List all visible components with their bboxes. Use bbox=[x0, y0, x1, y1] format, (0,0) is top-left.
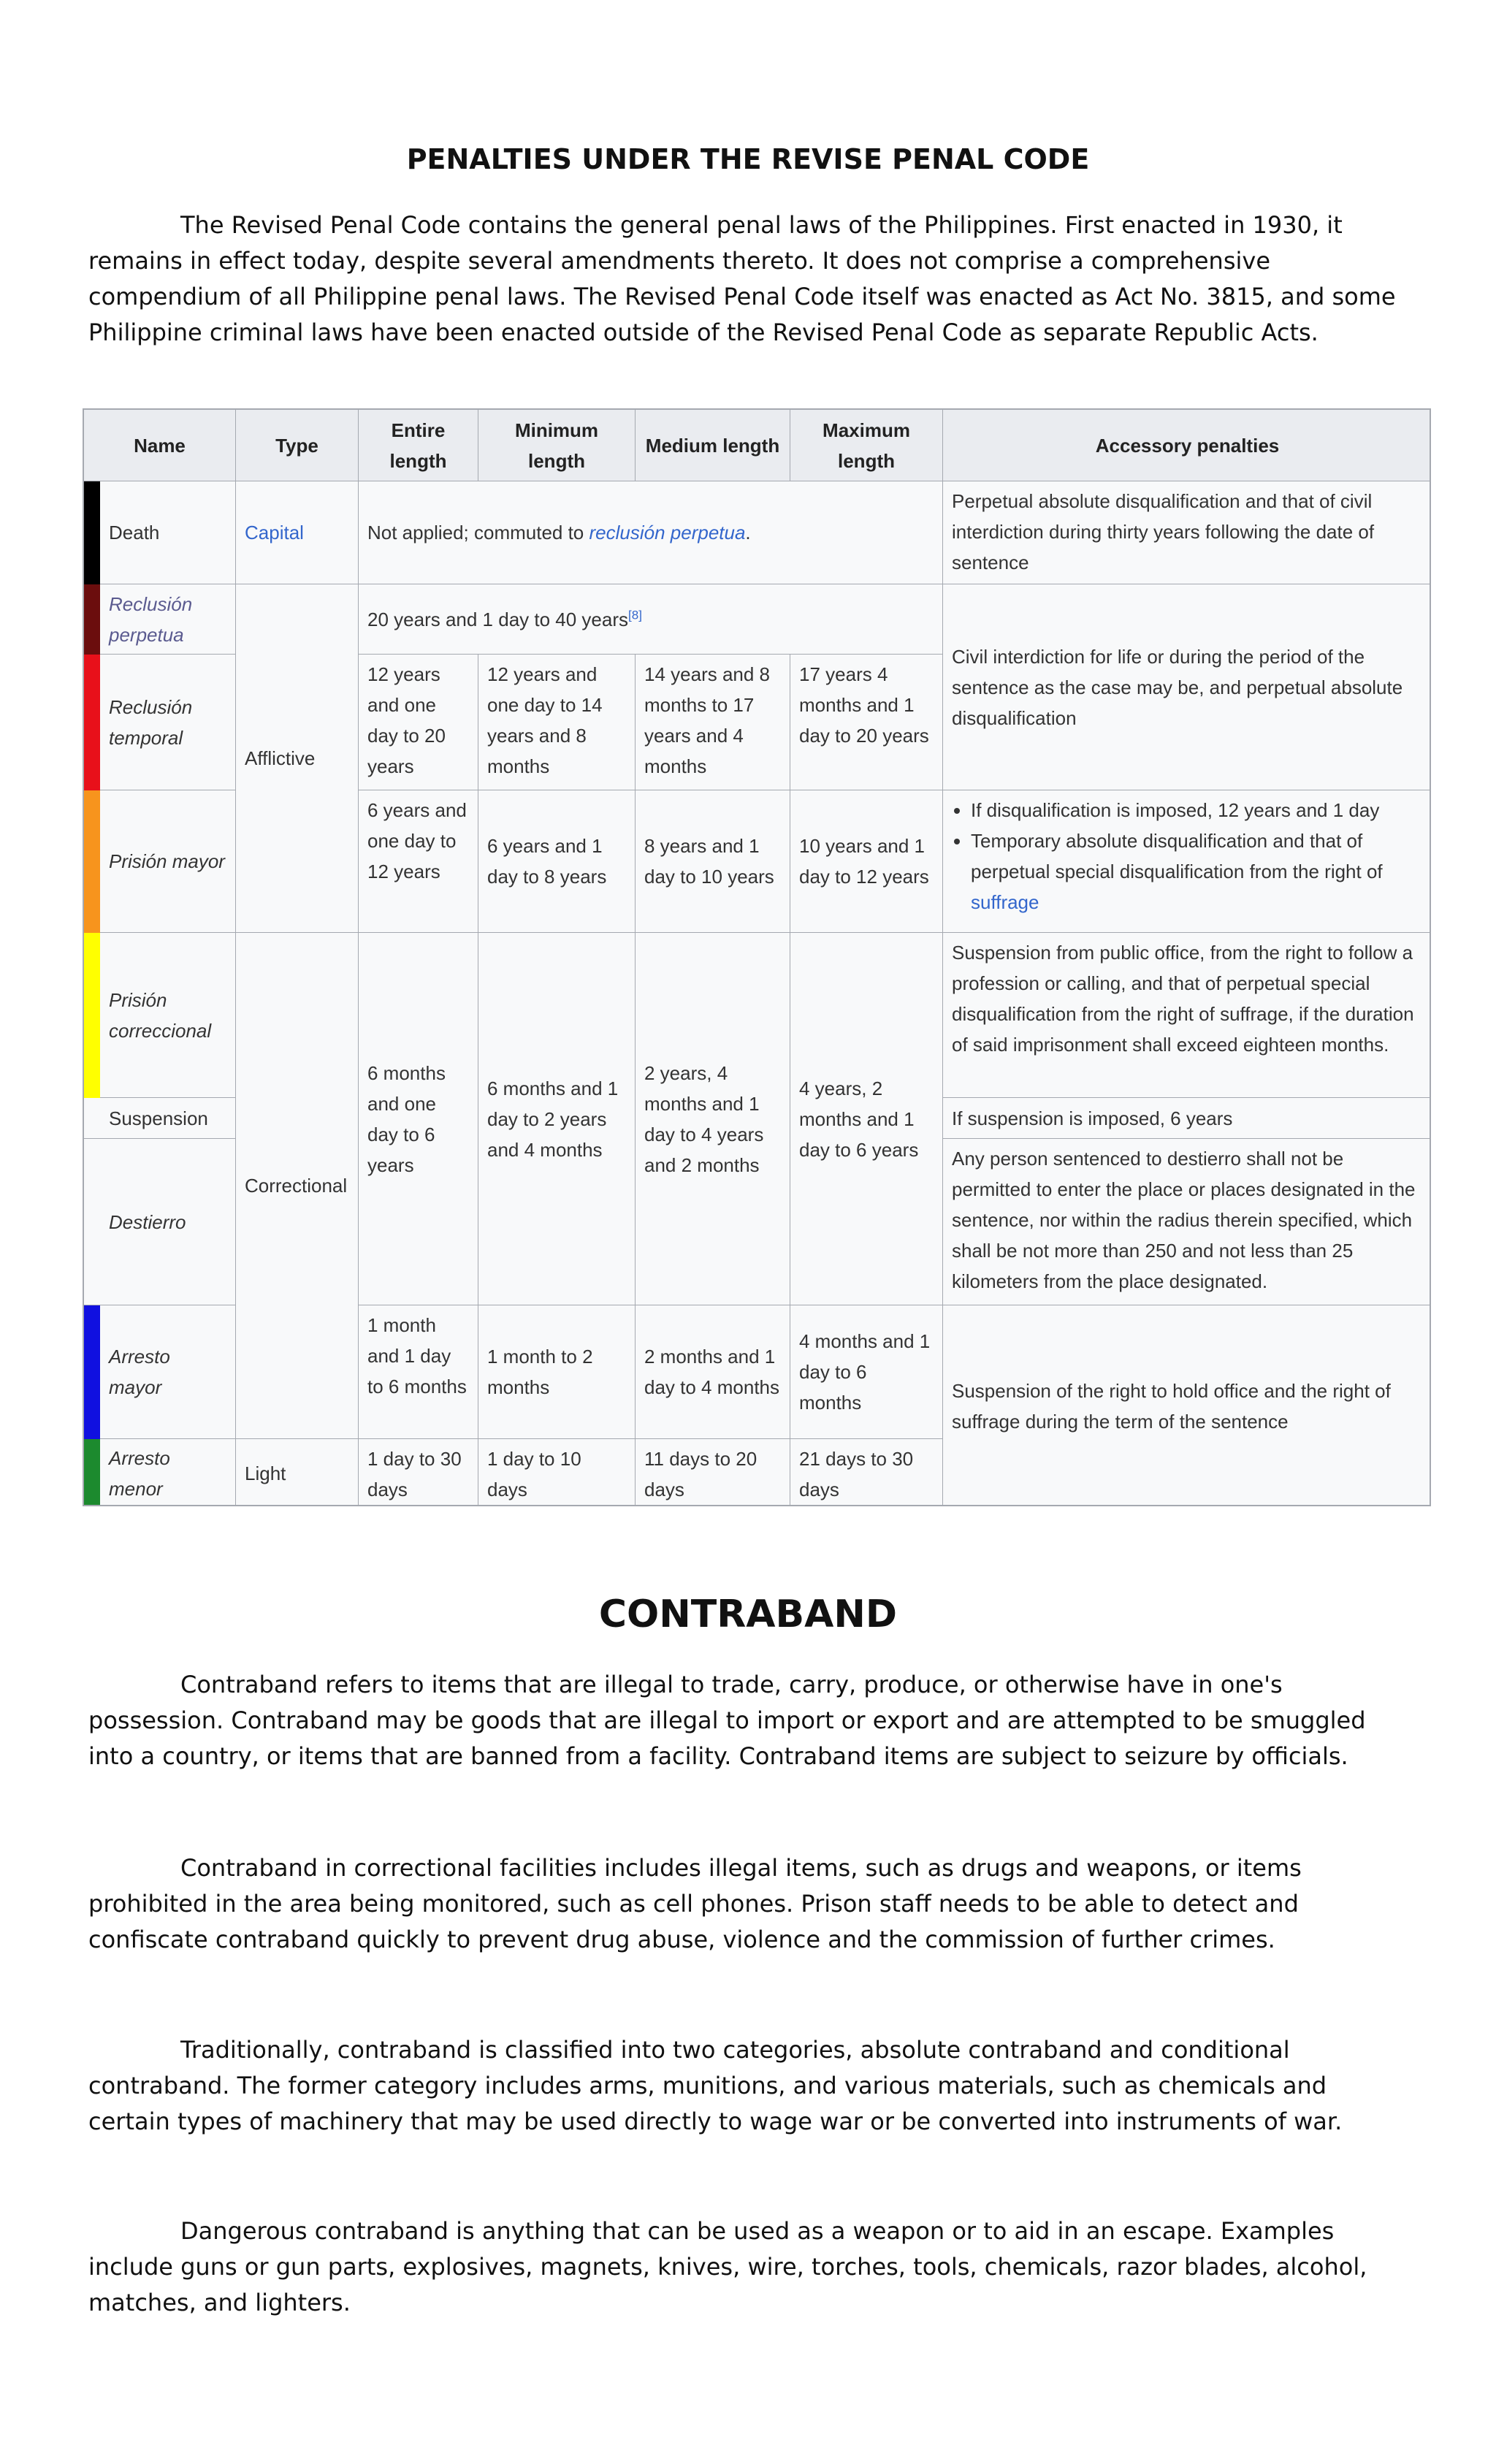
color-bar-reclusion-perpetua bbox=[84, 584, 100, 655]
contraband-paragraph-4: Dangerous contraband is anything that can be used as a weapon or to aid in an escape. Examples include guns or gun parts, explosives, magnets, knives, wire, torches, tools, chemicals, razor blades, alcohol, matches, and lighters. bbox=[88, 2217, 1367, 2316]
arresto-mayor-minimum: 1 month to 2 months bbox=[478, 1305, 636, 1439]
arresto-mayor-medium: 2 months and 1 day to 4 months bbox=[636, 1305, 790, 1439]
destierro-name: Destierro bbox=[84, 1139, 236, 1305]
arresto-accessory: Suspension of the right to hold office and the right of suffrage during the term of the sentence bbox=[943, 1305, 1431, 1506]
death-length-suffix: . bbox=[745, 522, 751, 543]
destierro-accessory: Any person sentenced to destierro shall not be permitted to enter the place or places designated in the sentence, nor within the radius therein specified, which shall be not more than 250 and not less than 25 kilometers from the place designated. bbox=[943, 1139, 1431, 1305]
arresto-mayor-name: Arresto mayor bbox=[84, 1305, 236, 1439]
color-bar-reclusion-temporal bbox=[84, 655, 100, 790]
correctional-type: Correctional bbox=[236, 933, 359, 1439]
correctional-minimum: 6 months and 1 day to 2 years and 4 months bbox=[478, 933, 636, 1305]
reclusion-temporal-minimum: 12 years and one day to 14 years and 8 months bbox=[478, 655, 636, 790]
prision-mayor-entire: 6 years and one day to 12 years bbox=[359, 790, 478, 933]
reclusion-perpetua-link[interactable]: reclusión perpetua bbox=[589, 522, 746, 543]
prision-mayor-maximum: 10 years and 1 day to 12 years bbox=[790, 790, 943, 933]
arresto-menor-entire: 1 day to 30 days bbox=[359, 1439, 478, 1506]
header-accessory-penalties: Accessory penalties bbox=[943, 410, 1431, 481]
header-entire-length: Entire length bbox=[359, 410, 478, 481]
prision-mayor-accessory-list bbox=[952, 795, 1423, 918]
reclusion-perpetua-length bbox=[359, 584, 943, 655]
arresto-mayor-entire: 1 month and 1 day to 6 months bbox=[359, 1305, 478, 1439]
color-bar-arresto-mayor bbox=[84, 1305, 100, 1439]
arresto-menor-maximum: 21 days to 30 days bbox=[790, 1439, 943, 1506]
prision-correccional-accessory: Suspension from public office, from the right to follow a profession or calling, and that of perpetual special disqualification from the right of suffrage, if the duration of said imprisonment shall exceed eighteen months. bbox=[943, 933, 1431, 1098]
prision-mayor-name: Prisión mayor bbox=[84, 790, 236, 933]
reclusion-temporal-entire: 12 years and one day to 20 years bbox=[359, 655, 478, 790]
death-accessory: Perpetual absolute disqualification and that of civil interdiction during thirty years following the date of sentence bbox=[943, 481, 1431, 584]
contraband-title: CONTRABAND bbox=[598, 1593, 898, 1636]
reclusion-perpetua-length-text: 20 years and 1 day to 40 years bbox=[367, 608, 629, 630]
correctional-maximum: 4 years, 2 months and 1 day to 6 years bbox=[790, 933, 943, 1305]
accessory-item-temporary bbox=[971, 825, 1423, 918]
death-name: Death bbox=[109, 522, 160, 543]
arresto-menor-minimum: 1 day to 10 days bbox=[478, 1439, 636, 1506]
suspension-accessory: If suspension is imposed, 6 years bbox=[943, 1098, 1431, 1139]
contraband-paragraph-3: Traditionally, contraband is classified into two categories, absolute contraband and conditional contraband. The former category includes arms, munitions, and various materials, such as chemicals and certain types of machinery that may be used directly to wage war or be converted into instruments of war. bbox=[88, 2036, 1343, 2135]
header-type: Type bbox=[236, 410, 359, 481]
contraband-paragraph-2: Contraband in correctional facilities includes illegal items, such as drugs and weapons, or items prohibited in the area being monitored, such as cell phones. Prison staff needs to be able to detect and confiscate contraband quickly to prevent drug abuse, violence and the commission of further crimes. bbox=[88, 1854, 1302, 1953]
reclusion-temporal-maximum: 17 years 4 months and 1 day to 20 years bbox=[790, 655, 943, 790]
penalties-table bbox=[83, 408, 1431, 1506]
contraband-paragraph-1: Contraband refers to items that are illegal to trade, carry, produce, or otherwise have in one's possession. Contraband may be goods that are illegal to import or export and are attempted to be smuggled into a country, or items that are banned from a facility. Contraband items are subject to seizure by officials. bbox=[88, 1671, 1366, 1770]
correctional-medium: 2 years, 4 months and 1 day to 4 years and 2 months bbox=[636, 933, 790, 1305]
arresto-menor-name: Arresto menor bbox=[84, 1439, 236, 1506]
prision-mayor-medium: 8 years and 1 day to 10 years bbox=[636, 790, 790, 933]
prision-mayor-accessory bbox=[943, 790, 1431, 933]
document-title: PENALTIES UNDER THE REVISE PENAL CODE bbox=[406, 143, 1090, 175]
intro-paragraph: The Revised Penal Code contains the general penal laws of the Philippines. First enacted in 1930, it remains in effect today, despite several amendments thereto. It does not comprise a comprehensive compendium of all Philippine penal laws. The Revised Penal Code itself was enacted as Act No. 3815, and some Philippine criminal laws have been enacted outside of the Revised Penal Code as separate Republic Acts. bbox=[88, 211, 1396, 346]
header-medium-length: Medium length bbox=[636, 410, 790, 481]
suffrage-link[interactable]: suffrage bbox=[971, 891, 1039, 913]
afflictive-type: Afflictive bbox=[236, 584, 359, 933]
arresto-menor-medium: 11 days to 20 days bbox=[636, 1439, 790, 1506]
reclusion-temporal-name: Reclusión temporal bbox=[84, 655, 236, 790]
color-bar-prision-mayor bbox=[84, 790, 100, 933]
row-name-death bbox=[84, 481, 236, 584]
reference-8-link[interactable]: [8] bbox=[628, 607, 642, 622]
header-minimum-length: Minimum length bbox=[478, 410, 636, 481]
prision-correccional-name: Prisión correccional bbox=[84, 933, 236, 1098]
prision-mayor-minimum: 6 years and 1 day to 8 years bbox=[478, 790, 636, 933]
death-length bbox=[359, 481, 943, 584]
accessory-item-temporary-text: Temporary absolute disqualification and that of perpetual special disqualification from the right of bbox=[971, 830, 1383, 882]
header-name: Name bbox=[84, 410, 236, 481]
death-type-link[interactable]: Capital bbox=[236, 481, 359, 584]
reclusion-temporal-medium: 14 years and 8 months to 17 years and 4 months bbox=[636, 655, 790, 790]
color-bar-arresto-menor bbox=[84, 1439, 100, 1506]
arresto-menor-type: Light bbox=[236, 1439, 359, 1506]
death-length-prefix: Not applied; commuted to bbox=[367, 522, 589, 543]
suspension-name: Suspension bbox=[84, 1098, 236, 1139]
reclusion-perpetua-name[interactable]: Reclusión perpetua bbox=[84, 584, 236, 655]
reclusion-accessory: Civil interdiction for life or during the period of the sentence as the case may be, and perpetual absolute disqualification bbox=[943, 584, 1431, 790]
arresto-mayor-maximum: 4 months and 1 day to 6 months bbox=[790, 1305, 943, 1439]
correctional-entire: 6 months and one day to 6 years bbox=[359, 933, 478, 1305]
accessory-item-disqualification: • If disqualification is imposed, 12 years and 1 day bbox=[971, 795, 1423, 825]
color-bar-death bbox=[84, 481, 100, 584]
header-maximum-length: Maximum length bbox=[790, 410, 943, 481]
